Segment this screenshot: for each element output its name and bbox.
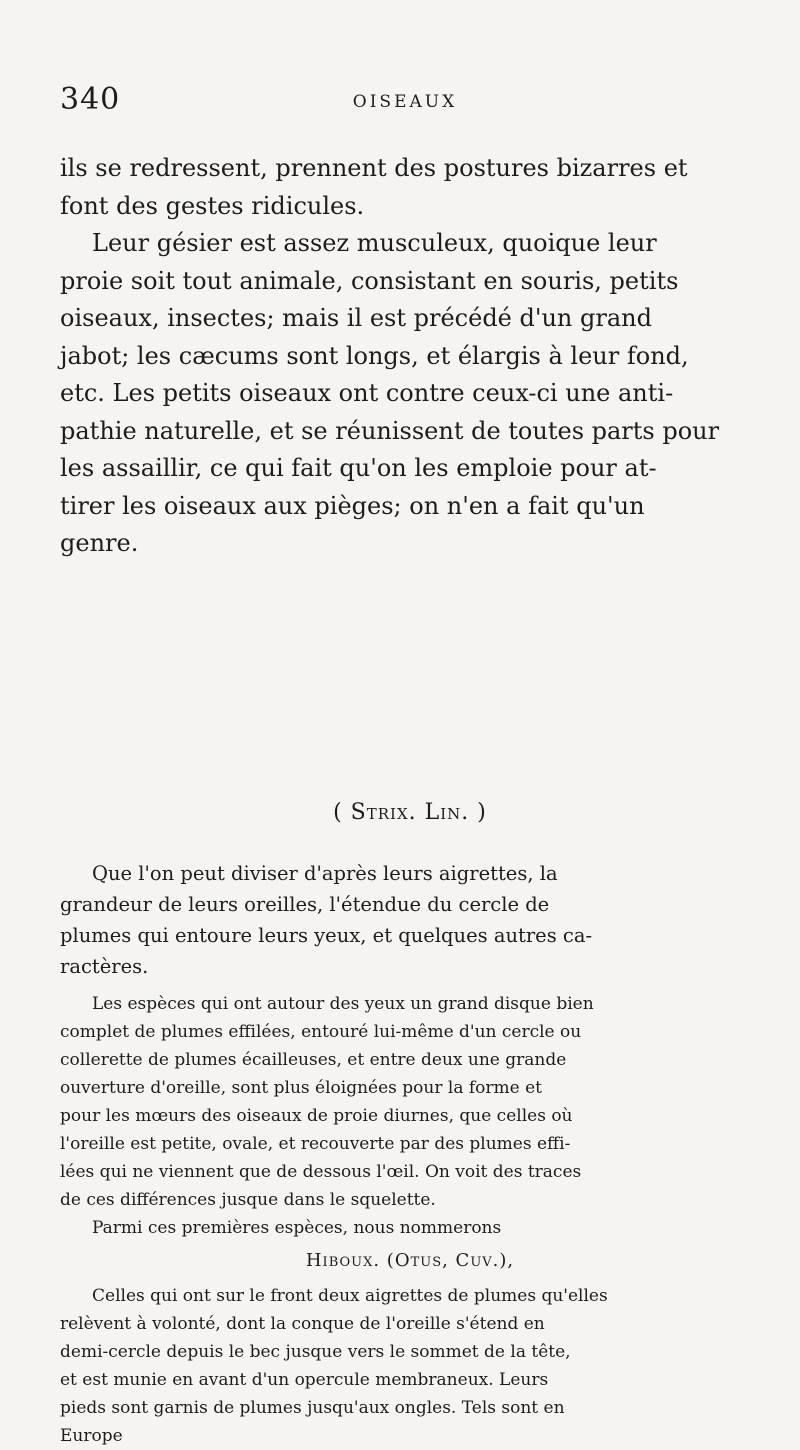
text-line: relèvent à volonté, dont la conque de l'oreille s'étend en	[60, 1314, 545, 1334]
text-line: lées qui ne viennent que de dessous l'œil. On voit des traces	[60, 1162, 582, 1182]
text-line: font des gestes ridicules.	[60, 191, 365, 220]
text-line: Que l'on peut diviser d'après leurs aigrettes, la	[92, 862, 558, 885]
text-line: oiseaux, insectes; mais il est précédé d'un grand	[60, 304, 652, 332]
text-line: genre.	[60, 529, 139, 557]
top-text-block	[60, 150, 760, 563]
text-line: collerette de plumes écailleuses, et entre deux une grande	[60, 1050, 567, 1070]
subgenus-heading-text: Hiboux. (Otus, Cuv.),	[305, 1250, 515, 1271]
subgenus-heading	[60, 1250, 760, 1271]
text-line: l'oreille est petite, ovale, et recouverte par des plumes effi-	[60, 1134, 571, 1154]
text-line: etc. Les petits oiseaux ont contre ceux-ci une anti-	[60, 379, 674, 407]
text-line: et est munie en avant d'un opercule membraneux. Leurs	[60, 1370, 549, 1390]
text-line: pour les mœurs des oiseaux de proie diurnes, que celles où	[60, 1106, 573, 1126]
text-line: grandeur de leurs oreilles, l'étendue du cercle de	[60, 893, 550, 916]
genus-title	[60, 800, 760, 825]
text-line: de ces différences jusque dans le squelette.	[60, 1190, 436, 1210]
text-line: Celles qui ont sur le front deux aigrettes de plumes qu'elles	[92, 1286, 608, 1306]
page-number: 340	[60, 82, 121, 117]
genus-paragraph	[60, 858, 760, 982]
species-paragraph	[60, 990, 760, 1242]
text-line: tirer les oiseaux aux pièges; on n'en a fait qu'un	[60, 491, 645, 520]
subgenus-paragraph	[60, 1282, 760, 1450]
text-line: Les espèces qui ont autour des yeux un grand disque bien	[92, 994, 594, 1014]
text-line: jabot; les cæcums sont longs, et élargis à leur fond,	[60, 341, 689, 370]
text-line: ils se redressent, prennent des postures bizarres et	[60, 154, 688, 182]
page-header	[60, 82, 750, 122]
text-line: les assaillir, ce qui fait qu'on les emploie pour at-	[60, 454, 657, 482]
text-line: ouverture d'oreille, sont plus éloignées pour la forme et	[60, 1078, 542, 1098]
text-line: Leur gésier est assez musculeux, quoique leur	[92, 229, 657, 257]
text-line: plumes qui entoure leurs yeux, et quelques autres ca-	[60, 924, 593, 947]
text-line: pathie naturelle, et se réunissent de toutes parts pour	[60, 416, 720, 445]
text-line: Parmi ces premières espèces, nous nommerons	[92, 1218, 502, 1238]
text-line: demi-cercle depuis le bec jusque vers le sommet de la tête,	[60, 1342, 571, 1362]
text-line: proie soit tout animale, consistant en souris, petits	[60, 266, 679, 295]
text-line: Europe	[60, 1426, 123, 1446]
text-line: pieds sont garnis de plumes jusqu'aux ongles. Tels sont en	[60, 1398, 565, 1418]
text-line: complet de plumes effilées, entouré lui-même d'un cercle ou	[60, 1022, 582, 1042]
running-head: OISEAUX	[352, 92, 458, 112]
genus-title-text: ( Strix. Lin. )	[333, 800, 487, 825]
text-line: ractères.	[60, 955, 149, 978]
